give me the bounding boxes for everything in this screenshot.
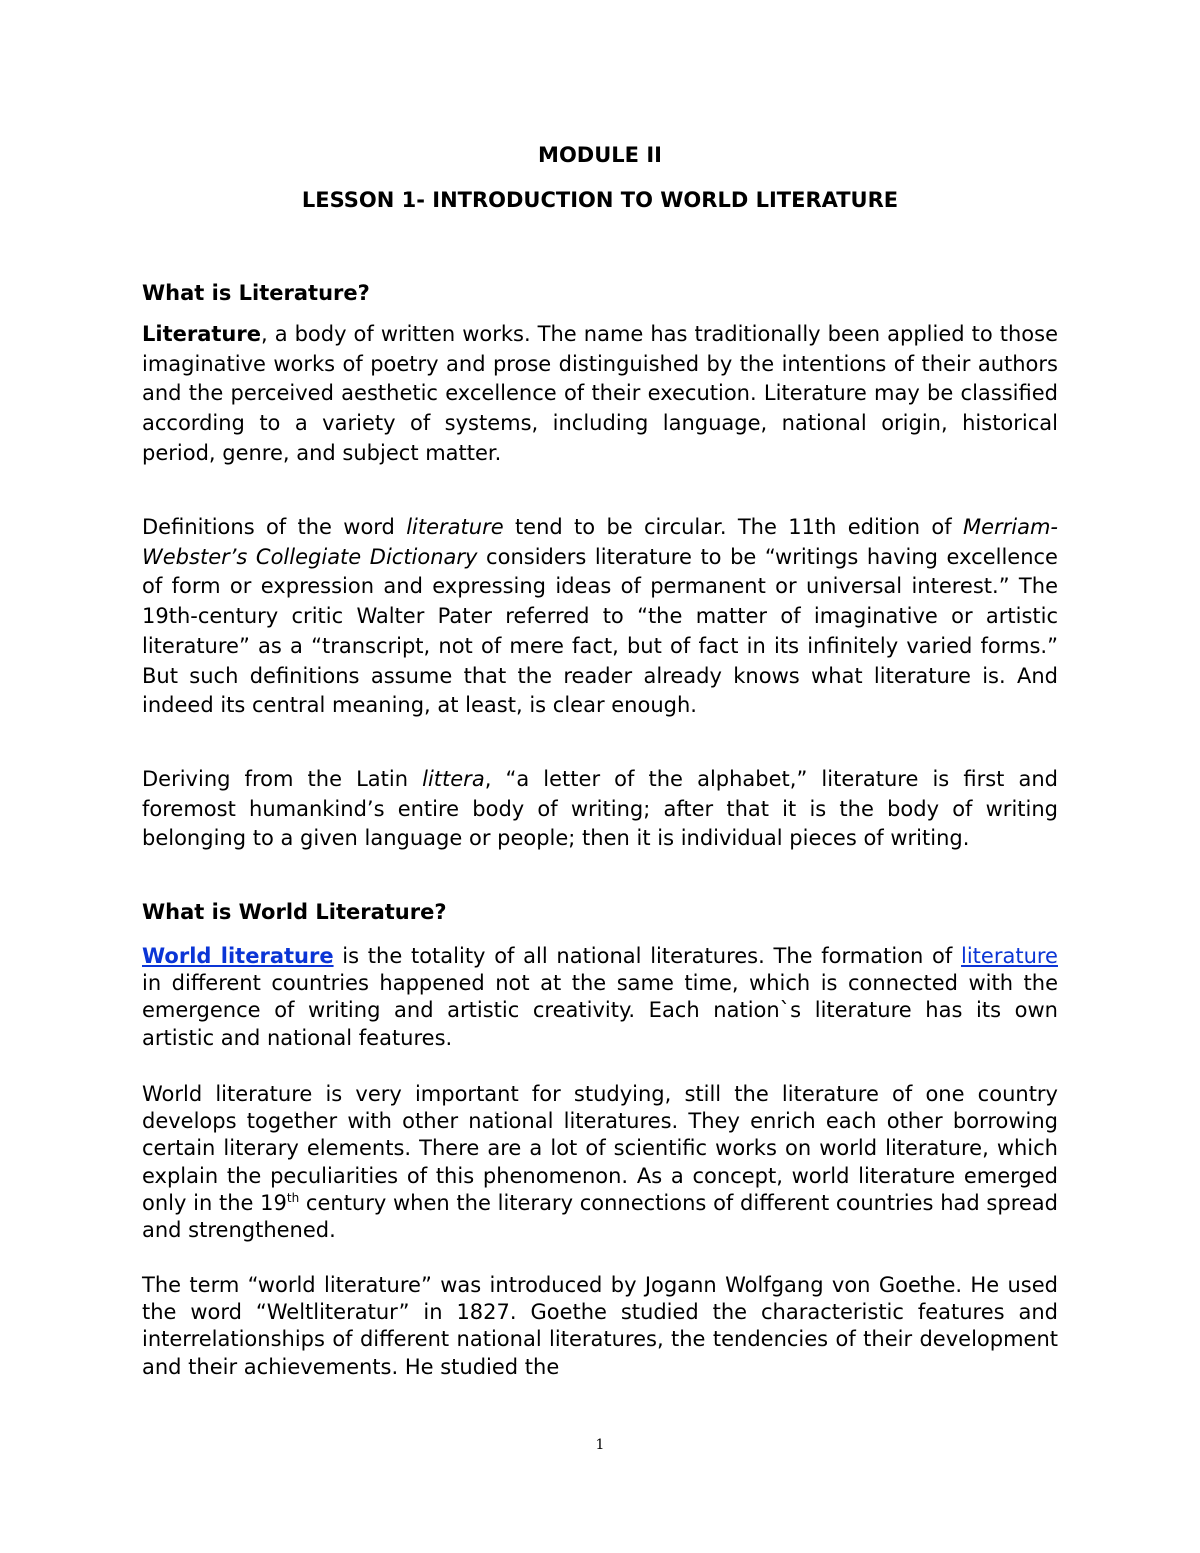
page-number: 1 bbox=[595, 1437, 605, 1453]
paragraph-text: century when the literary connections of different countries had spread and strengthened. bbox=[142, 1190, 1058, 1243]
paragraph-text: World literature is very important for studying, still the literature of one country develops together with other national literatures. They enrich each other borrowing certain literary elements. There are a lot of scientific works on world literature, which explain the peculiarities of this phenomenon. As a concept, world literature emerged only in the 19 bbox=[142, 1082, 1058, 1215]
paragraph-text: considers literature to be “writings having excellence of form or expression and expressing ideas of permanent or universal interest.” The 19th-century critic Walter Pater referred to “the matter of imaginative or artistic literature” as a “transcript, not of mere fact, but of fact in its infinitely varied forms.” But such definitions assume that the reader already knows what literature is. And indeed its central meaning, at least, is clear enough. bbox=[142, 544, 1058, 718]
paragraph-text: tend to be circular. The 11th edition of bbox=[503, 515, 963, 539]
superscript-th: th bbox=[286, 1190, 300, 1205]
paragraph-latin-origin bbox=[142, 765, 1058, 854]
paragraph-literature-definition bbox=[142, 320, 1058, 469]
world-literature-link[interactable]: World literature bbox=[142, 944, 334, 968]
paragraph-text: is the totality of all national literatures. The formation of bbox=[333, 944, 962, 968]
paragraph-text: Deriving from the Latin bbox=[142, 767, 423, 791]
paragraph-text: in different countries happened not at the same time, which is connected with the emergence of writing and artistic creativity. Each nation`s literature has its own artistic and national features. bbox=[142, 971, 1058, 1050]
paragraph-goethe: The term “world literature” was introduced by Jogann Wolfgang von Goethe. He used the word “Weltliteratur” in 1827. Goethe studied the characteristic features and interrelationships of different national literatures, the tendencies of their development and their achievements. He studied the bbox=[142, 1273, 1058, 1379]
italic-word-literature: literature bbox=[406, 515, 504, 539]
lesson-title: LESSON 1- INTRODUCTION TO WORLD LITERATURE bbox=[301, 188, 899, 212]
paragraph-studying-world-literature bbox=[142, 1081, 1058, 1244]
italic-dictionary-title: Merriam-Webster’s Collegiate Dictionary bbox=[142, 515, 1058, 569]
section-heading-literature: What is Literature? bbox=[142, 281, 370, 305]
paragraph-world-literature bbox=[142, 943, 1058, 1052]
module-title: MODULE II bbox=[538, 143, 662, 167]
paragraph-text: , a body of written works. The name has traditionally been applied to those imaginative works of poetry and prose distinguished by the intentions of their authors and the perceived aesthetic excellence of their execution. Literature may be classified according to a variety of systems, including language, national origin, historical period, genre, and subject matter. bbox=[142, 322, 1058, 465]
paragraph-definitions bbox=[142, 513, 1058, 721]
section-heading-world-literature: What is World Literature? bbox=[142, 900, 447, 924]
paragraph-text: , “a letter of the alphabet,” literature is first and foremost humankind’s entire body of writing; after that it is the body of writing belonging to a given language or people; then it is individual pieces of writing. bbox=[142, 767, 1058, 851]
paragraph-text: Definitions of the word bbox=[142, 515, 407, 539]
literature-link[interactable]: literature bbox=[961, 944, 1058, 968]
italic-latin-word: littera bbox=[422, 767, 485, 791]
term-literature: Literature bbox=[142, 322, 261, 346]
